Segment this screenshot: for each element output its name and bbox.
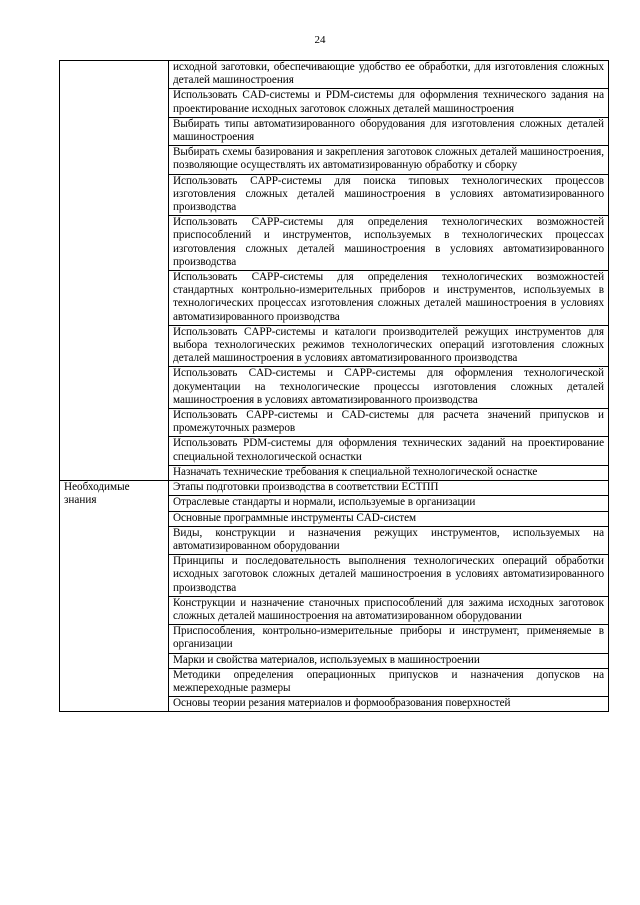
knowledge-label: Необходимые знания: [60, 481, 169, 712]
skill-item: Использовать CAPP-системы для поиска типовых технологических процессов изготовления сложных деталей машиностроения в условиях автоматизированного производства: [169, 174, 609, 216]
knowledge-item: Основы теории резания материалов и формообразования поверхностей: [169, 697, 609, 712]
knowledge-item: Методики определения операционных припусков и назначения допусков на межпереходные размеры: [169, 668, 609, 696]
knowledge-item: Виды, конструкции и назначения режущих инструментов, используемых на автоматизированном оборудовании: [169, 526, 609, 554]
page-number: 24: [314, 34, 326, 46]
knowledge-item: Основные программные инструменты CAD-систем: [169, 511, 609, 526]
skill-item: Использовать CAPP-системы для определения технологических возможностей стандартных контрольно-измерительных приборов и инструментов, используемых в технологических процессах изготовления сложных деталей машиностроения в условиях автоматизированного производства: [169, 271, 609, 326]
skill-item: Назначать технические требования к специальной технологической оснастке: [169, 465, 609, 480]
knowledge-item: Конструкции и назначение станочных приспособлений для зажима исходных заготовок сложных деталей машиностроения на автоматизированном оборудовании: [169, 596, 609, 624]
table-row: [60, 481, 609, 496]
skill-item: Использовать CAPP-системы для определения технологических возможностей приспособлений и инструментов, используемых в технологических процессах изготовления сложных деталей машиностроения в условиях автоматизированного производства: [169, 216, 609, 271]
skill-item: Использовать CAPP-системы и каталоги производителей режущих инструментов для выбора технологических режимов технологических операций изготовления сложных деталей машиностроения в условиях автоматизированного производства: [169, 325, 609, 367]
competency-table: [59, 60, 609, 712]
knowledge-item: Этапы подготовки производства в соответствии ЕСТПП: [169, 481, 609, 496]
skill-item: Использовать PDM-системы для оформления технических заданий на проектирование специальной технологической оснастки: [169, 437, 609, 465]
skill-item: Выбирать типы автоматизированного оборудования для изготовления сложных деталей машиностроения: [169, 117, 609, 145]
skill-item: Выбирать схемы базирования и закрепления заготовок сложных деталей машиностроения, позволяющие осуществлять их автоматизированную обработку и сборку: [169, 146, 609, 174]
skill-item: Использовать CAD-системы и CAPP-системы для оформления технологической документации на технологические процессы изготовления сложных деталей машиностроения в условиях автоматизированного производства: [169, 367, 609, 409]
skill-item: Использовать CAD-системы и PDM-системы для оформления технического задания на проектирование исходных заготовок сложных деталей машиностроения: [169, 89, 609, 117]
knowledge-item: Отраслевые стандарты и нормали, используемые в организации: [169, 496, 609, 511]
skills-label-cell: [60, 61, 169, 481]
skill-item: Использовать CAPP-системы и CAD-системы для расчета значений припусков и промежуточных размеров: [169, 409, 609, 437]
knowledge-item: Приспособления, контрольно-измерительные приборы и инструмент, применяемые в организации: [169, 625, 609, 653]
table-row: [60, 61, 609, 89]
knowledge-item: Марки и свойства материалов, используемых в машиностроении: [169, 653, 609, 668]
skill-item: исходной заготовки, обеспечивающие удобство ее обработки, для изготовления сложных деталей машиностроения: [169, 61, 609, 89]
knowledge-item: Принципы и последовательность выполнения технологических операций обработки исходных заготовок сложных деталей машиностроения в условиях автоматизированного производства: [169, 555, 609, 597]
